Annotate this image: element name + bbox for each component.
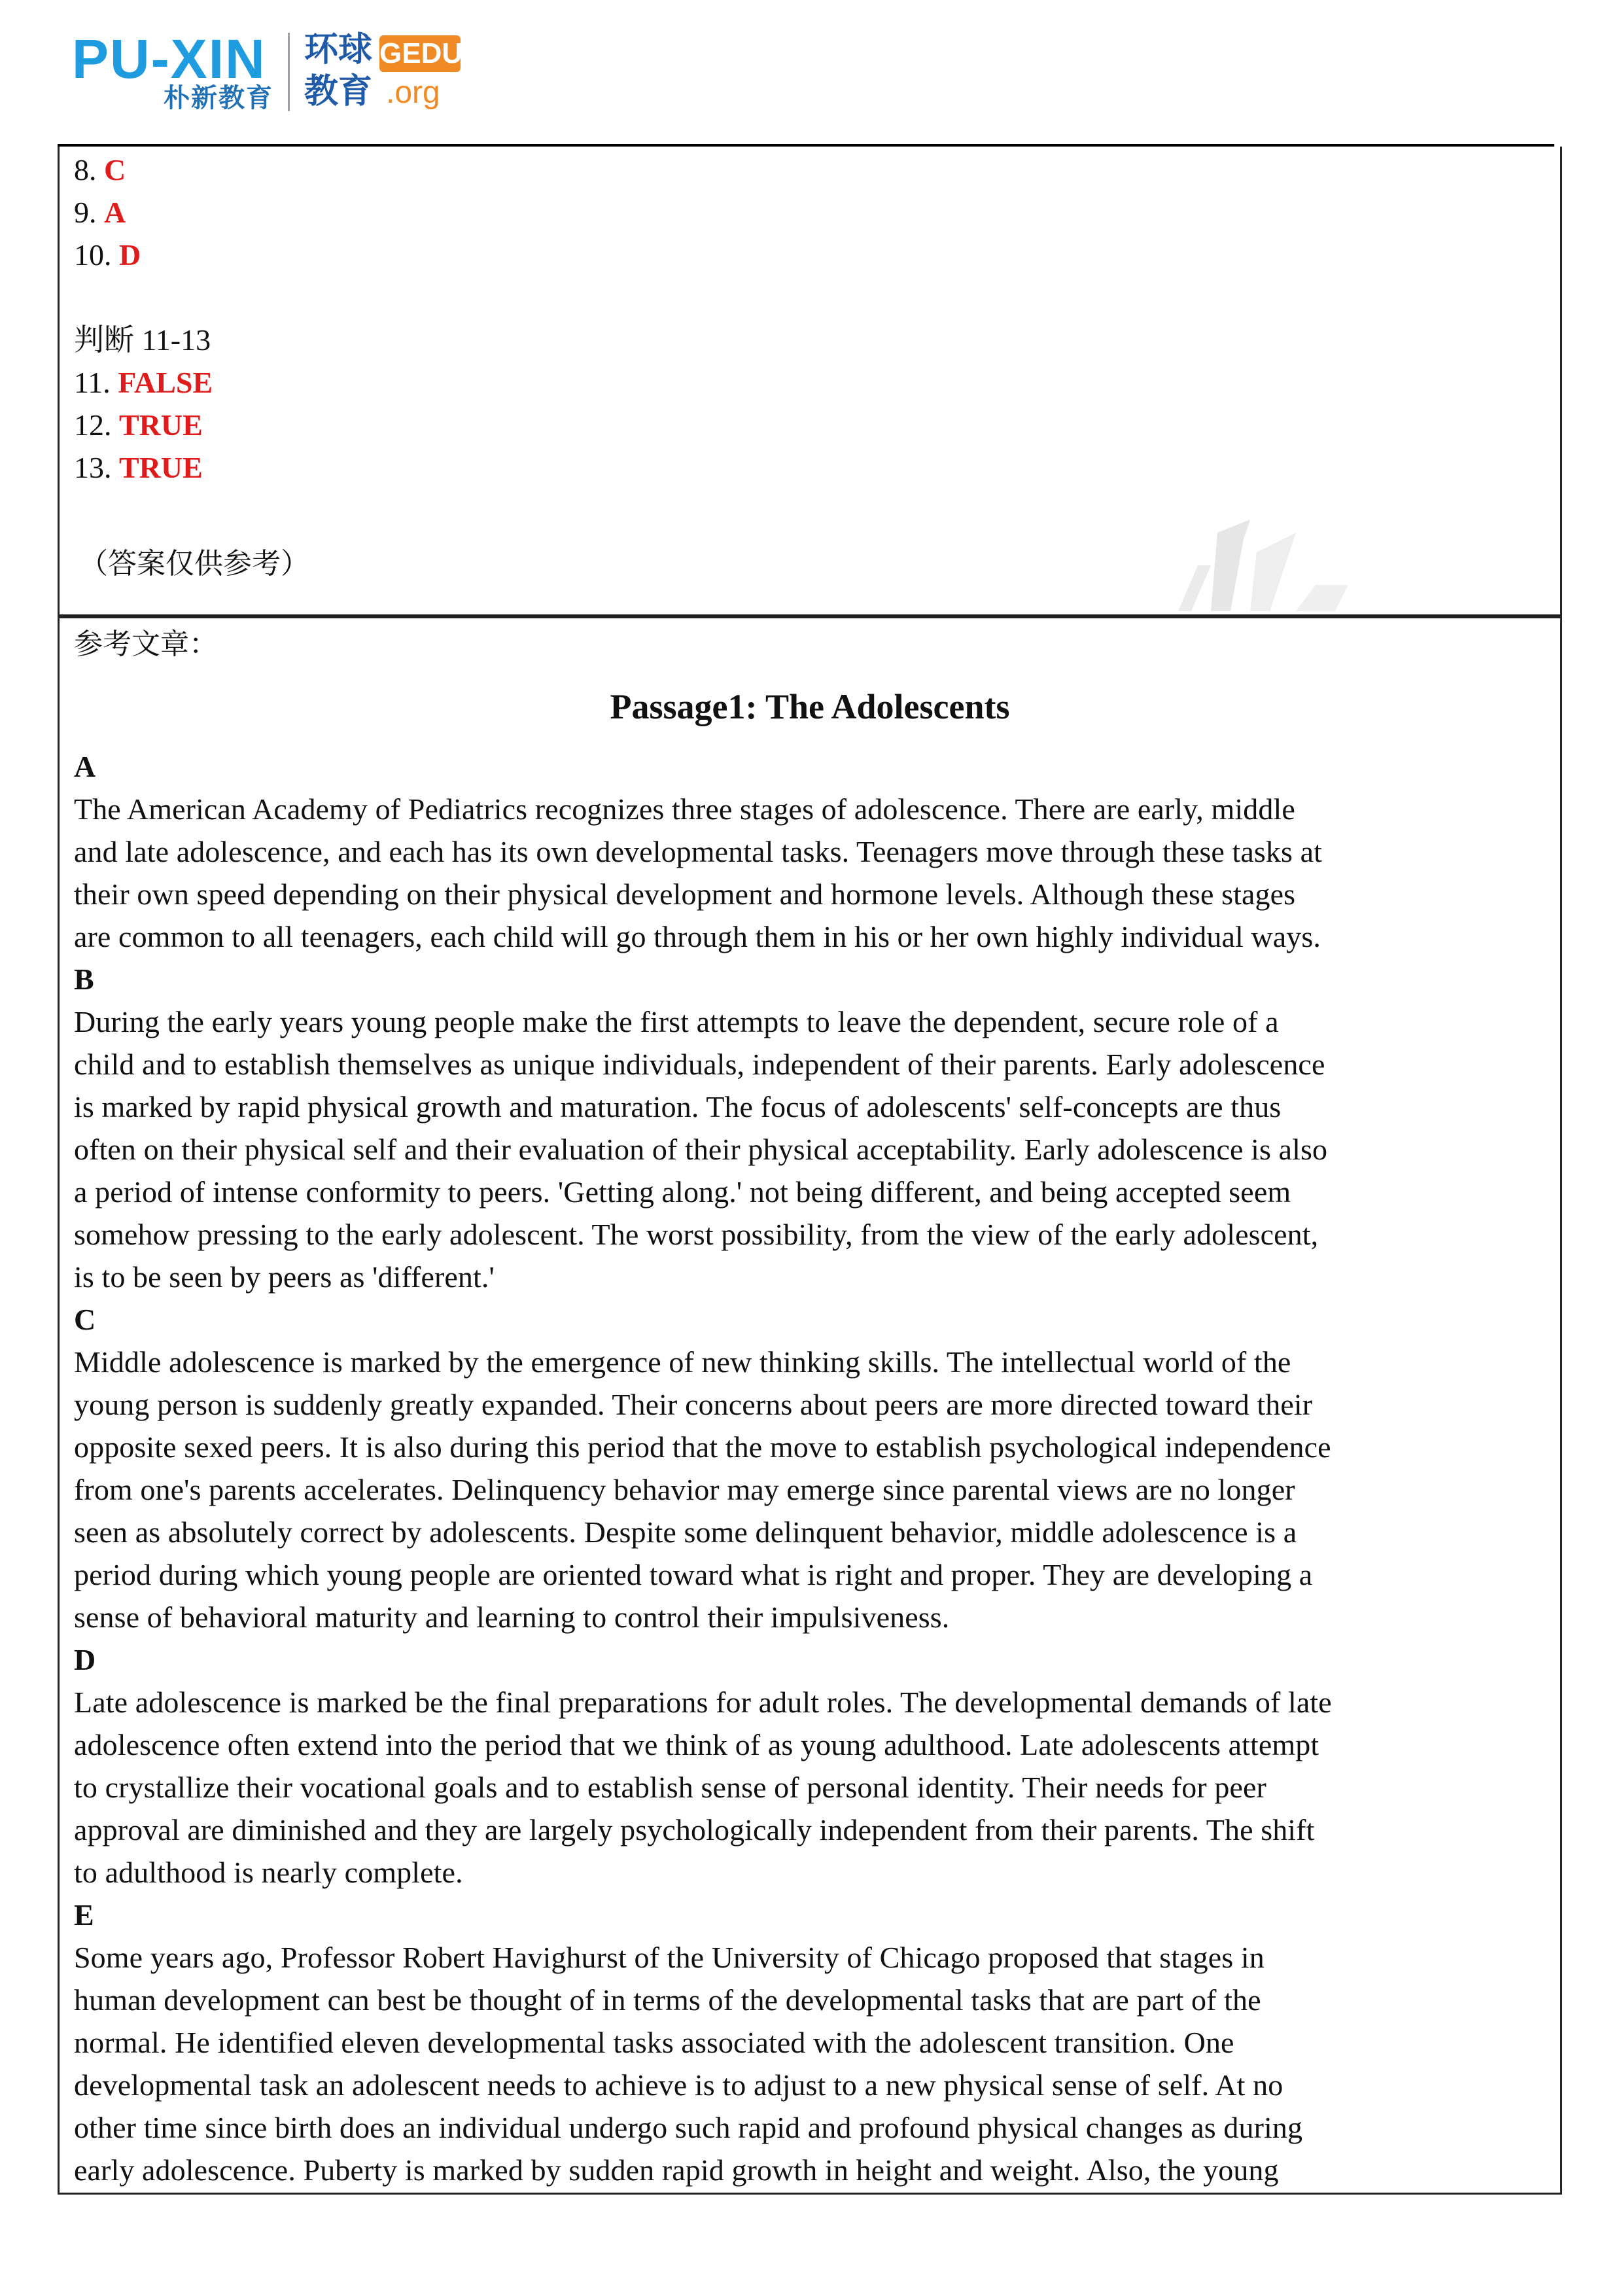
paragraph-line: period during which young people are oriented toward what is right and proper. They are developing a	[74, 1558, 1313, 1591]
answer-number: 9.	[74, 196, 97, 229]
paragraph-line: seen as absolutely correct by adolescents. Despite some delinquent behavior, middle adolescence is a	[74, 1515, 1297, 1549]
passage-section	[74, 1638, 1554, 1894]
paragraph-line: to adulthood is nearly complete.	[74, 1856, 463, 1889]
passage-body	[74, 745, 1554, 2191]
answer-key: C	[104, 153, 126, 186]
paragraph-line: normal. He identified eleven developmental tasks associated with the adolescent transition. One	[74, 2026, 1234, 2059]
answer-key: A	[104, 196, 126, 229]
gedu-logo-badge: GEDU	[379, 35, 461, 72]
passage-section	[74, 1894, 1554, 2191]
paragraph-line: human development can best be thought of in terms of the developmental tasks that are part of the	[74, 1983, 1261, 2017]
passage-section	[74, 1298, 1554, 1638]
watermark-graphic	[1100, 513, 1387, 618]
section-letter: C	[74, 1303, 96, 1336]
paragraph-line: somehow pressing to the early adolescent. The worst possibility, from the view of the early adolescent,	[74, 1218, 1319, 1251]
paragraph-line: is marked by rapid physical growth and maturation. The focus of adolescents' self-concepts are thus	[74, 1090, 1282, 1123]
paragraph-line: The American Academy of Pediatrics recognizes three stages of adolescence. There are early, middle	[74, 792, 1295, 826]
puxin-logo-chinese: 朴新教育	[164, 83, 273, 113]
answer-note: （答案仅供参考）	[79, 547, 309, 580]
logo-divider	[288, 33, 290, 111]
section-letter: A	[74, 750, 96, 783]
paragraph-line: During the early years young people make the first attempts to leave the dependent, secure role of a	[74, 1005, 1279, 1038]
paragraph-line: is to be seen by peers as 'different.'	[74, 1260, 495, 1294]
paragraph-line: approval are diminished and they are largely psychologically independent from their parents. The shift	[74, 1813, 1315, 1846]
paragraph-line: child and to establish themselves as unique individuals, independent of their parents. Early adolescence	[74, 1048, 1325, 1081]
paragraph-line: from one's parents accelerates. Delinquency behavior may emerge since parental views are no longer	[74, 1473, 1295, 1506]
paragraph-line: Some years ago, Professor Robert Havighurst of the University of Chicago proposed that stages in	[74, 1941, 1265, 1974]
answer-box	[58, 147, 1562, 616]
answer-item	[74, 448, 203, 487]
paragraph-line: often on their physical self and their evaluation of their physical acceptability. Early adolescence is also	[74, 1133, 1328, 1166]
paragraph-line: to crystallize their vocational goals and to establish sense of personal identity. Their needs for peer	[74, 1771, 1266, 1804]
reference-label: 参考文章：	[74, 627, 218, 661]
paragraph-line: a period of intense conformity to peers. 'Getting along.' not being different, and being accepted seem	[74, 1175, 1291, 1209]
paragraph-line: opposite sexed peers. It is also during this period that the move to establish psychological independence	[74, 1430, 1331, 1464]
paragraph-line: early adolescence. Puberty is marked by sudden rapid growth in height and weight. Also, the young	[74, 2153, 1279, 2187]
passage-section	[74, 745, 1554, 958]
passage-title: Passage1: The Adolescents	[610, 687, 1010, 726]
paragraph-line: their own speed depending on their physical development and hormone levels. Although these stages	[74, 877, 1296, 911]
answer-item	[74, 236, 141, 275]
paragraph-line: Middle adolescence is marked by the emergence of new thinking skills. The intellectual world of the	[74, 1345, 1291, 1379]
passage-section	[74, 958, 1554, 1298]
answer-number: 11.	[74, 366, 111, 399]
paragraph-line: Late adolescence is marked be the final preparations for adult roles. The developmental demands of late	[74, 1686, 1332, 1719]
section-letter: D	[74, 1643, 96, 1676]
paragraph-line: are common to all teenagers, each child will go through them in his or her own highly individual ways.	[74, 920, 1321, 953]
answer-item	[74, 150, 126, 190]
section-letter: B	[74, 963, 94, 996]
paragraph-line: sense of behavioral maturity and learning to control their impulsiveness.	[74, 1600, 950, 1634]
answer-number: 8.	[74, 153, 97, 186]
logo	[72, 26, 478, 118]
paragraph-line: adolescence often extend into the period that we think of as young adulthood. Late adolescents attempt	[74, 1728, 1319, 1761]
answer-key: TRUE	[119, 451, 203, 484]
answer-number: 13.	[74, 451, 112, 484]
gedu-logo-chinese-bottom: 教育	[304, 72, 373, 111]
answer-key: D	[119, 238, 141, 272]
paragraph-line: young person is suddenly greatly expanded. Their concerns about peers are more directed toward their	[74, 1388, 1313, 1421]
answer-key: TRUE	[119, 408, 203, 442]
paragraph-line: and late adolescence, and each has its own developmental tasks. Teenagers move through these tasks at	[74, 835, 1323, 868]
puxin-logo-text: PU-XIN	[72, 28, 266, 90]
passage-box	[58, 616, 1562, 2195]
answer-item	[74, 193, 126, 232]
paragraph-line: other time since birth does an individual undergo such rapid and profound physical changes as during	[74, 2111, 1303, 2144]
gedu-logo-chinese-top: 环球	[304, 30, 373, 69]
paragraph-line: developmental task an adolescent needs to achieve is to adjust to a new physical sense of self. At no	[74, 2068, 1283, 2102]
section-letter: E	[74, 1898, 94, 1932]
answer-item	[74, 363, 213, 402]
answer-key: FALSE	[118, 366, 213, 399]
answer-number: 12.	[74, 408, 112, 442]
puxin-logo	[72, 28, 275, 116]
gedu-logo-org: .org	[386, 75, 440, 110]
answer-item	[74, 406, 203, 445]
judge-heading: 判断 11-13	[74, 323, 211, 357]
answer-number: 10.	[74, 238, 112, 272]
